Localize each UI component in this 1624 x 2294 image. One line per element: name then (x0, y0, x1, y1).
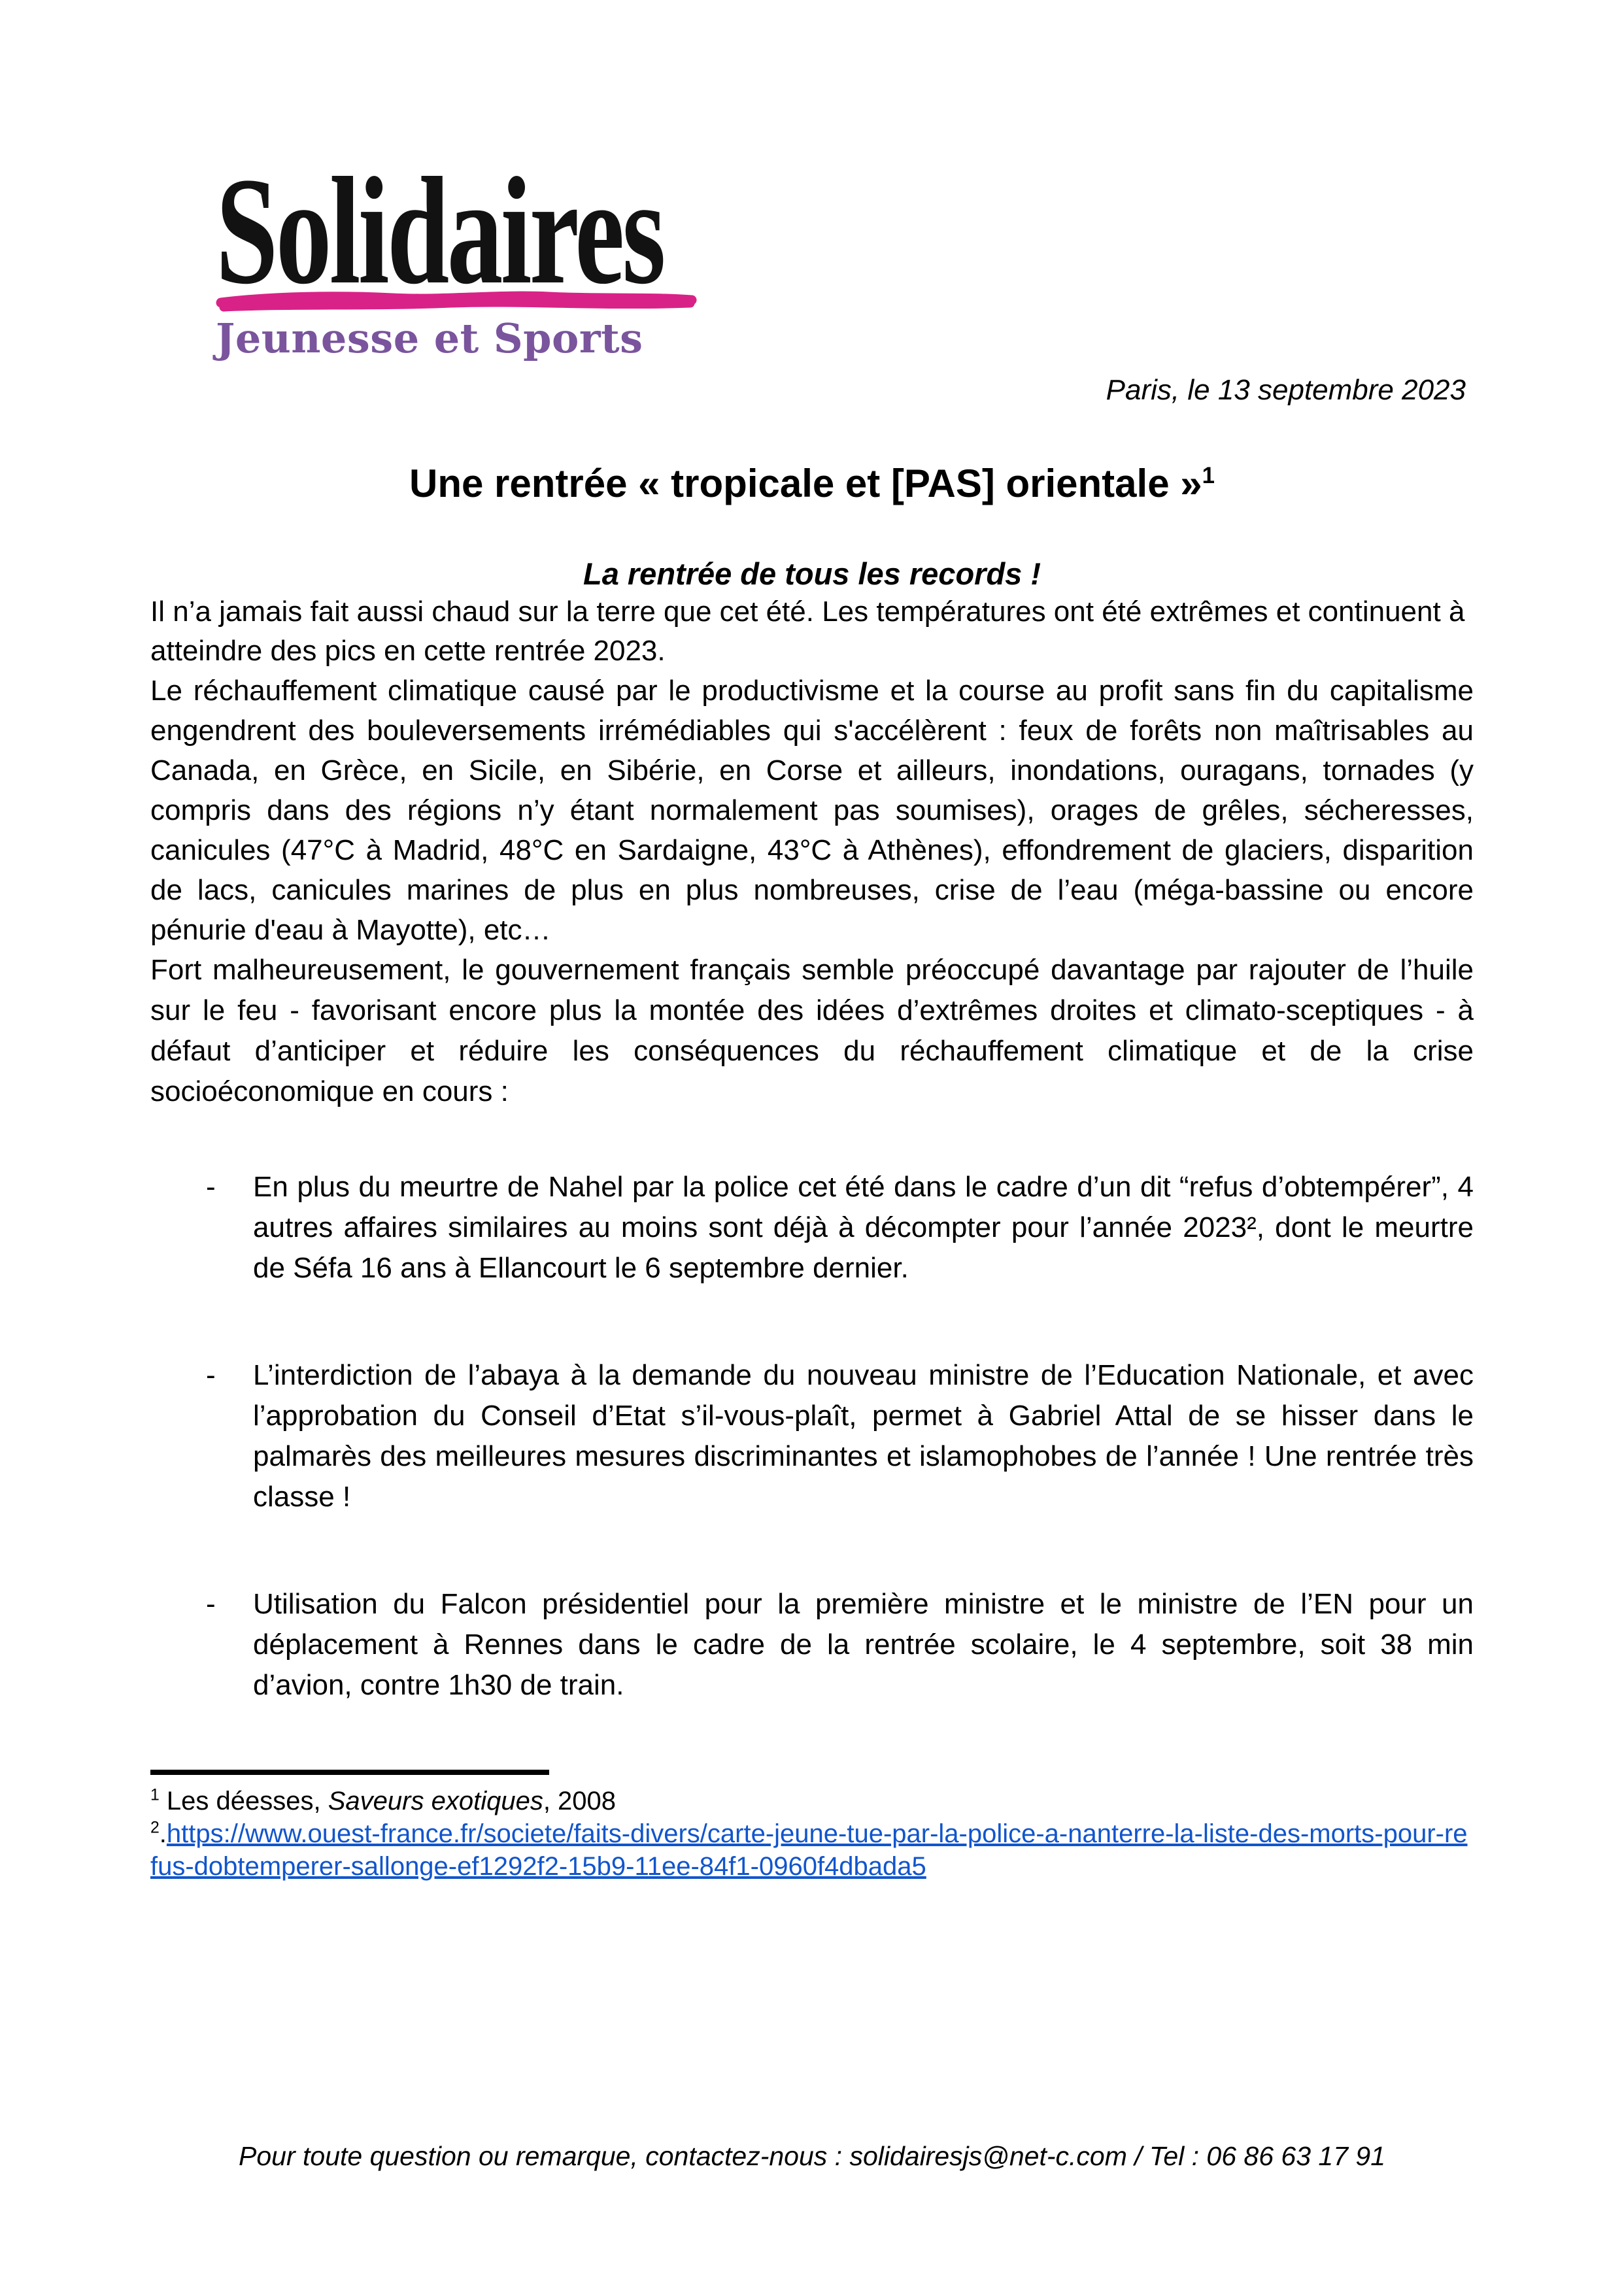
paragraph-climate: Le réchauffement climatique causé par le productivisme et la course au profit sans fin du capitalisme engendrent des bouleversements irrémédiables qui s'accélèrent : feux de forêts non maîtrisables au Canada, en Grèce, en Sicile, en Sibérie, en Corse et ailleurs, inondations, ouragans, tornades (y compris dans des régions n’y étant normalement pas soumises), orages de grêles, sécheresses, canicules (47°C à Madrid, 48°C en Sardaigne, 43°C à Athènes), effondrement de glaciers, disparition de lacs, canicules marines de plus en plus nombreuses, crise de l’eau (méga-bassine ou encore pénurie d'eau à Mayotte), etc… (150, 675, 1474, 946)
bullet-list (150, 1167, 1474, 1706)
page-subtitle: La rentrée de tous les records ! (583, 556, 1041, 591)
footnote-ref-2: 2 (150, 1819, 160, 1837)
list-item-text: Utilisation du Falcon présidentiel pour la première ministre et le ministre de l’EN pour un déplacement à Rennes dans le cadre de la rentrée scolaire, le 4 septembre, soit 38 min d’avion, contre 1h30 de train. (253, 1588, 1474, 1701)
footnote-1-year: , 2008 (543, 1787, 617, 1815)
page-title (150, 461, 1474, 507)
bullet-dash-marker: - (206, 1171, 216, 1203)
bullet-dash-marker: - (206, 1588, 216, 1620)
footnote-1-text: Les déesses, (159, 1787, 328, 1815)
title-footnote-ref: 1 (1202, 463, 1215, 488)
title-text: Une rentrée « tropicale et [PAS] orientale » (409, 462, 1202, 505)
paragraph-intro: Il n’a jamais fait aussi chaud sur la terre que cet été. Les températures ont été extrêmes et continuent à atteindre des pics en cette rentrée 2023. (150, 596, 1465, 667)
list-item-abaya (150, 1355, 1474, 1517)
footnote-1-work-title: Saveurs exotiques (328, 1787, 543, 1815)
paragraph-government: Fort malheureusement, le gouvernement français semble préoccupé davantage par rajouter de l’huile sur le feu - favorisant encore plus la montée des idées d’extrêmes droites et climato-sceptiques - à défaut d’anticiper et réduire les conséquences du réchauffement climatique et de la crise socioéconomique en cours : (150, 954, 1474, 1107)
contact-footer: Pour toute question ou remarque, contactez-nous : solidairesjs@net-c.com / Tel : 06 86 63 17 91 (239, 2141, 1385, 2171)
footnote-2-link[interactable]: https://www.ouest-france.fr/societe/faits-divers/carte-jeune-tue-par-la-police-a-nanterre-la-liste-des-morts-pour-refus-dobtemperer-sallonge-ef1292f2-15b9-11ee-84f1-0960f4dbada5 (150, 1819, 1468, 1881)
list-item-falcon (150, 1584, 1474, 1706)
list-item-text: L’interdiction de l’abaya à la demande du nouveau ministre de l’Education Nationale, et avec l’approbation du Conseil d’Etat s’il-vous-plaît, permet à Gabriel Attal de se hisser dans le palmarès des meilleures mesures discriminantes et islamophobes de l’année ! Une rentrée très classe ! (253, 1359, 1474, 1513)
dateline: Paris, le 13 septembre 2023 (1106, 374, 1466, 406)
footnote-separator (150, 1770, 549, 1775)
logo-tagline: Jeunesse et Sports (216, 314, 643, 362)
footnote-2-dot: . (159, 1819, 167, 1848)
logo-wordmark: Solidaires (216, 146, 664, 316)
solidaires-logo (216, 146, 703, 362)
bullet-dash-marker: - (206, 1359, 216, 1391)
footnote-ref-1: 1 (150, 1786, 160, 1804)
list-item-nahel (150, 1167, 1474, 1289)
footnote-2 (150, 1817, 1474, 1883)
list-item-text: En plus du meurtre de Nahel par la police cet été dans le cadre d’un dit “refus d’obtempérer”, 4 autres affaires similaires au moins sont déjà à décompter pour l’année 2023², dont le meurtre de Séfa 16 ans à Ellancourt le 6 septembre dernier. (253, 1171, 1474, 1284)
footnote-1 (150, 1785, 1474, 1817)
